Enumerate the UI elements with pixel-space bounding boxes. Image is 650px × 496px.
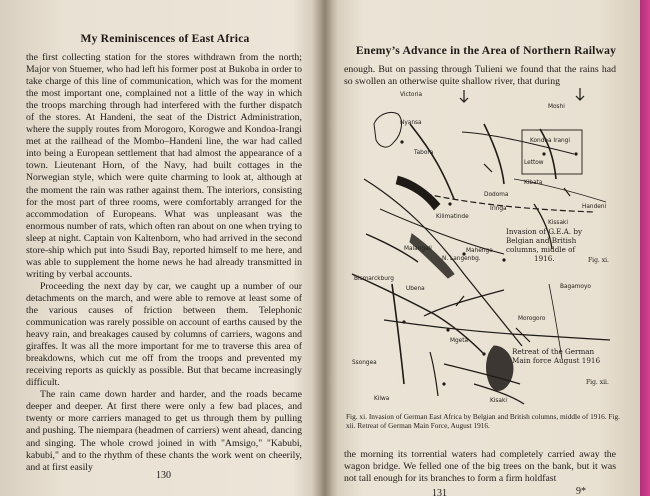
left-running-head: My Reminiscences of East Africa [80, 32, 250, 45]
label-kilimatinde: Kilimatinde [436, 214, 469, 220]
campaign-map-figure [344, 84, 624, 412]
label-mahenge: Mahenge [466, 248, 493, 254]
legend-xi-line-4: 1916. [534, 254, 555, 263]
label-moshi: Moshi [548, 104, 565, 110]
label-morogoro: Morogoro [518, 316, 546, 322]
legend-xi-line-1: Invasion of G.E.A. by [506, 227, 583, 236]
legend-xi-line-3: columns, middle of [506, 245, 576, 254]
label-ubena: Ubena [406, 286, 425, 292]
right-page-number: 131 [432, 488, 447, 496]
right-running-head: Enemy’s Advance in the Area of Northern Railway [355, 44, 617, 57]
label-tabora: Tabora [414, 150, 434, 156]
label-langenburg: N. Langenbg. [442, 256, 481, 262]
right-top-text: enough. But on passing through Tulieni we found that the rains had so swollen an otherwise quite shallow river, that during [344, 64, 616, 88]
page-edge [640, 0, 650, 496]
gutter-shadow [312, 0, 338, 496]
right-bottom-text: the morning its torrential waters had completely carried away the wagon bridge. We felled one of the big trees on the bank, but it was not tall enough for its branches to form a firm holdfast [344, 449, 616, 485]
campaign-map [344, 84, 624, 412]
left-paragraph-2: Proceeding the next day by car, we caught up a number of our detachments on the march, and were able to remove at least some of the various causes of friction between them. Telephonic communication was rarely possible on account of earths caused by the heavy rain, and breakages caused by columns of carriers, wagons and giraffes. It was all the more important for me to traverse this area of breakdowns, which cut me off from the troops and prevented my receiving reports as quickly as possible. But that became increasingly difficult. [26, 280, 302, 389]
legend-xi-line-2: Belgian and British [506, 236, 577, 245]
label-kondoa: Kondoa Irangi [530, 138, 570, 144]
signature-mark: 9* [576, 486, 586, 496]
right-page [344, 0, 628, 496]
label-kilwa: Kilwa [374, 396, 390, 402]
label-mgeta: Mgeta [450, 338, 469, 344]
left-page [20, 0, 310, 496]
label-handeni: Handeni [582, 204, 607, 210]
label-dodoma: Dodoma [484, 192, 509, 198]
label-bagamoyo: Bagamoyo [560, 284, 591, 290]
label-kissaki: Kissaki [548, 220, 568, 226]
label-bismarckburg: Bismarckburg [354, 276, 394, 282]
fig-xii-map [352, 274, 610, 404]
left-paragraph-1: the first collecting station for the stores withdrawn from the north; Major von Stuemer, who had left his former post at Bukoba in order to take charge of this line of communication, which was for the moment the most important one, complained not a little of the way in which the troops marching through had interfered with the further dispatch of the stores. At Handeni, the seat of the District Administration, where the supply routes from Morogoro, Korogwe and Kondoa-Irangi met at the railhead of the Mombo–Handeni line, the war had called into being a European settlement that had almost the appearance of a town. Lieutenant Horn, of the Navy, had built cottages in the Norwegian style, which were quite charming to look at, although at the moment the rain was rather against them. The interiors, consisting for the most part of three rooms, were comfortably arranged for the accommodation of Europeans. What was unpleasant was the enormous number of rats, which often ran about on one when trying to sleep at night. Captain von Kaltenborn, who had arrived in the second store-ship which put into Ssudi Bay, reported himself to me here, and was able to supplement the home news he had already transmitted in writing by verbal accounts. [26, 52, 302, 280]
legend-xii-line-2: Main force August 1916 [512, 356, 601, 365]
label-iringa: Iringa [490, 206, 507, 212]
left-paragraph-3: The rain came down harder and harder, and the roads became deeper and deeper. At first there were only a few bad places, and twenty or more carriers managed to get us through them by pulling and pushing. The niempara (headmen of carriers) went ahead, dancing and singing. The whole crowd joined in with "Amsigo," "Kabubi, kabubi," and to the rhythm of these chants the work went on cheerily, and at first easily [26, 389, 302, 473]
figure-caption: Fig. xi. Invasion of German East Africa by Belgian and British columns, middle of 1916. Fig. xii. Retreat of German Main Force, August 1916. [346, 412, 620, 430]
left-body-text [26, 52, 302, 474]
label-lettow: Lettow [524, 160, 544, 166]
label-victoria: Victoria [400, 92, 423, 98]
legend-xii-line-1: Retreat of the German [512, 347, 595, 356]
label-malangali: Malangali [404, 246, 432, 252]
label-nyansa: Nyansa [400, 120, 422, 126]
fig-xi-label: Fig. xi. [588, 257, 609, 264]
left-page-number: 130 [156, 470, 171, 481]
label-kisaki: Kisaki [490, 398, 507, 404]
label-kibata: Kibata [524, 180, 543, 186]
fig-xi-map [364, 88, 606, 346]
fig-xii-label: Fig. xii. [586, 379, 609, 386]
label-ssongea: Ssongea [352, 360, 377, 366]
